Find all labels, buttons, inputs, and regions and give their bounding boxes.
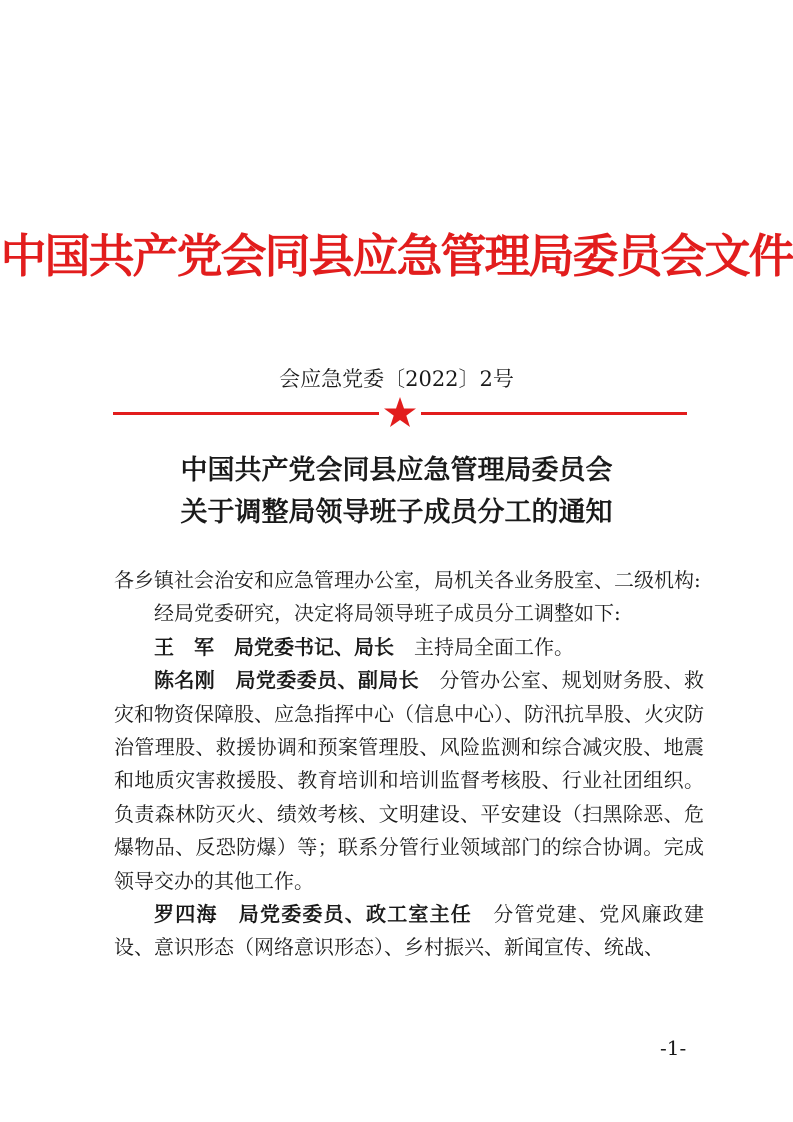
member-paragraph — [114, 631, 704, 664]
notice-title-line-2: 关于调整局领导班子成员分工的通知 — [180, 497, 613, 528]
document-number: 会应急党委〔2022〕2号 — [279, 367, 514, 391]
intro-paragraph: 经局党委研究，决定将局领导班子成员分工调整如下: — [154, 601, 621, 626]
notice-body — [114, 564, 704, 965]
red-rule-right — [421, 412, 687, 415]
document-header-title: 中国共产党会同县应急管理局委员会文件 — [0, 229, 793, 283]
red-star-icon — [383, 396, 417, 430]
member-duties: 主持局全面工作。 — [394, 634, 574, 659]
addressee: 各乡镇社会治安和应急管理办公室，局机关各业务股室、二级机构: — [114, 568, 701, 592]
member-duties: 分管党建、党风廉政建设、意识形态（网络意识形态）、乡村振兴、新闻宣传、统战、 — [114, 902, 704, 960]
red-rule-left — [113, 412, 379, 415]
member-name-title: 王 军 局党委书记、局长 — [154, 634, 394, 659]
notice-title — [0, 450, 793, 534]
member-duties: 分管办公室、规划财务股、救灾和物资保障股、应急指挥中心（信息中心）、防汛抗旱股、火灾防治管理股、救援协调和预案管理股、风险监测和综合减灾股、地震和地质灾害救援股、教育培训和培训监督考核股、行业社团组织。负责森林防灭火、绩效考核、文明建设、平安建设（扫黑除恶、危爆物品、反恐防爆）等；联系分管行业领域部门的综合协调。完成领导交办的其他工作。 — [114, 668, 704, 893]
member-name-title: 陈名刚 局党委委员、副局长 — [154, 668, 419, 693]
member-paragraph — [114, 664, 704, 898]
member-paragraph — [114, 898, 704, 965]
notice-title-line-1: 中国共产党会同县应急管理局委员会 — [180, 455, 613, 486]
page-number: -1- — [660, 1036, 687, 1060]
member-name-title: 罗四海 局党委委员、政工室主任 — [154, 902, 472, 927]
